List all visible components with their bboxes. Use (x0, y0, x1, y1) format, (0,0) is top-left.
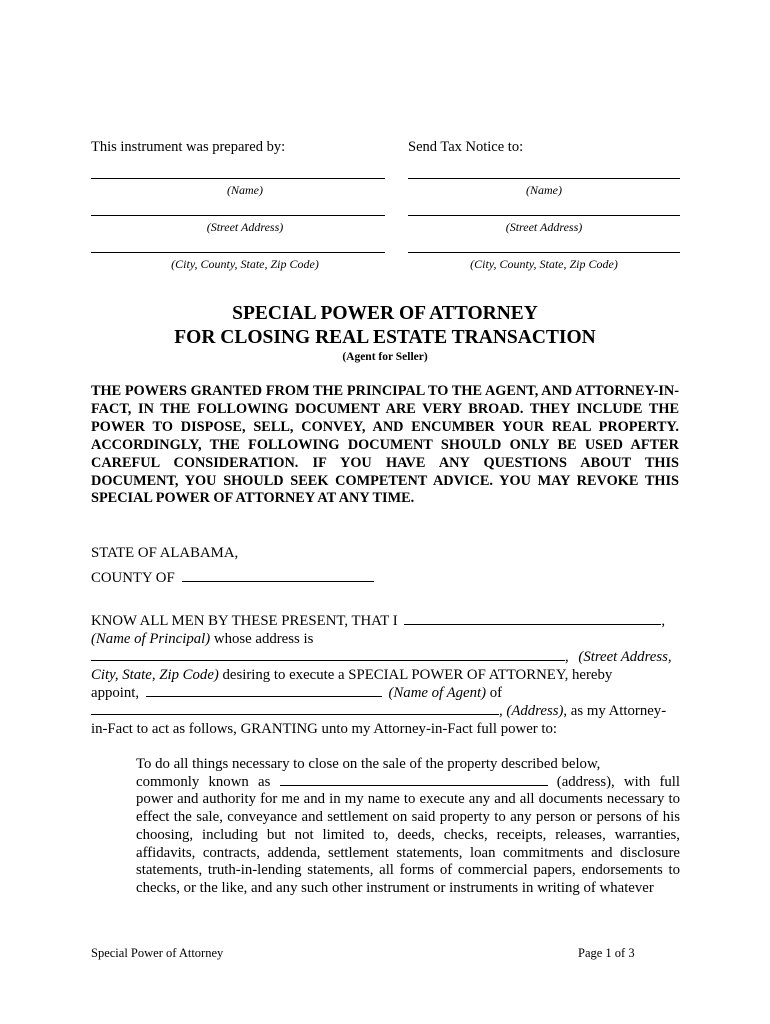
send-tax-notice-label: Send Tax Notice to: (408, 139, 524, 155)
of-text: of (486, 685, 503, 701)
agent-name-blank[interactable] (146, 695, 382, 697)
tax-name-line[interactable] (408, 178, 680, 179)
tax-city-line[interactable] (408, 252, 680, 253)
body-line-2 (91, 630, 313, 648)
county-line (91, 569, 374, 587)
preparer-name-caption: (Name) (227, 183, 263, 197)
comma: , (661, 613, 666, 629)
document-title-line2: FOR CLOSING REAL ESTATE TRANSACTION (174, 327, 596, 348)
body-line-5 (91, 684, 502, 702)
desiring-text: desiring to execute a SPECIAL POWER OF ATTORNEY, hereby (218, 667, 613, 683)
preparer-city-caption: (City, County, State, Zip Code) (171, 257, 319, 271)
preparer-street-line[interactable] (91, 215, 385, 216)
county-blank[interactable] (182, 580, 374, 582)
footer-document-name: Special Power of Attorney (91, 946, 224, 960)
preparer-name-line[interactable] (91, 178, 385, 179)
property-address-blank[interactable] (280, 784, 548, 786)
body-line-6 (91, 702, 666, 720)
state-line: STATE OF ALABAMA, (91, 545, 239, 561)
know-all-men-text: KNOW ALL MEN BY THESE PRESENT, THAT I (91, 613, 398, 629)
principal-name-caption: (Name of Principal) (91, 631, 211, 647)
prepared-by-label: This instrument was prepared by: (91, 139, 286, 155)
tax-name-caption: (Name) (526, 183, 562, 197)
attorney-text: as my Attorney- (567, 703, 667, 719)
preparer-city-line[interactable] (91, 252, 385, 253)
powers-rest: power and authority for me and in my name to execute any and all documents necessary to effect the sale, conveyance and settlement on said property to any person or persons of his choosing, including but not limited to, deeds, checks, receipts, releases, warranties, affidavits, contracts, addenda, settlement statements, loan commitments and disclosure statements, truth-in-lending statements, all forms of commercial papers, endorsements to checks, or the like, and any such other instrument or instruments in writing of whatever (136, 791, 680, 896)
commonly-known-text: commonly known as (136, 773, 271, 790)
tax-city-caption: (City, County, State, Zip Code) (470, 257, 618, 271)
address-caption: (Address), (506, 703, 568, 719)
preparer-street-caption: (Street Address) (206, 220, 284, 234)
document-subtitle: (Agent for Seller) (342, 351, 428, 363)
powers-line-2 (136, 774, 680, 792)
agent-name-caption: (Name of Agent) (388, 685, 487, 701)
tax-street-line[interactable] (408, 215, 680, 216)
street-address-caption: (Street Address, (578, 649, 672, 665)
tax-street-caption: (Street Address) (505, 220, 583, 234)
document-title: SPECIAL POWER OF ATTORNEY (232, 303, 538, 324)
body-line-3 (91, 648, 672, 666)
body-line-1 (91, 612, 665, 630)
address-full-text: (address), with full (556, 773, 681, 790)
comma-3: , (499, 703, 503, 719)
comma-2: , (565, 649, 569, 665)
county-label: COUNTY OF (91, 570, 175, 586)
powers-line-1: To do all things necessary to close on the sale of the property described below, (136, 756, 601, 772)
agent-address-blank[interactable] (91, 713, 499, 715)
footer-page-number: Page 1 of 3 (578, 946, 635, 960)
body-line-7: in-Fact to act as follows, GRANTING unto my Attorney-in-Fact full power to: (91, 721, 558, 737)
whose-address-text: whose address is (210, 631, 314, 647)
appoint-text: appoint, (91, 685, 140, 701)
body-line-4 (91, 666, 612, 684)
warning-paragraph: THE POWERS GRANTED FROM THE PRINCIPAL TO THE AGENT, AND ATTORNEY-IN-FACT, IN THE FOLLOWING DOCUMENT ARE VERY BROAD. THEY INCLUDE THE POWER TO DISPOSE, SELL, CONVEY, AND ENCUMBER YOUR REAL PROPERTY. ACCORDINGLY, THE FOLLOWING DOCUMENT SHOULD ONLY BE USED AFTER CAREFUL CONSIDERATION. IF YOU HAVE ANY QUESTIONS ABOUT THIS DOCUMENT, YOU SHOULD SEEK COMPETENT ADVICE. YOU MAY REVOKE THIS SPECIAL POWER OF ATTORNEY AT ANY TIME. (91, 383, 679, 507)
principal-name-blank[interactable] (404, 623, 661, 625)
powers-paragraph (136, 756, 680, 898)
city-state-zip-caption: City, State, Zip Code) (91, 667, 219, 683)
principal-address-blank[interactable] (91, 659, 565, 661)
